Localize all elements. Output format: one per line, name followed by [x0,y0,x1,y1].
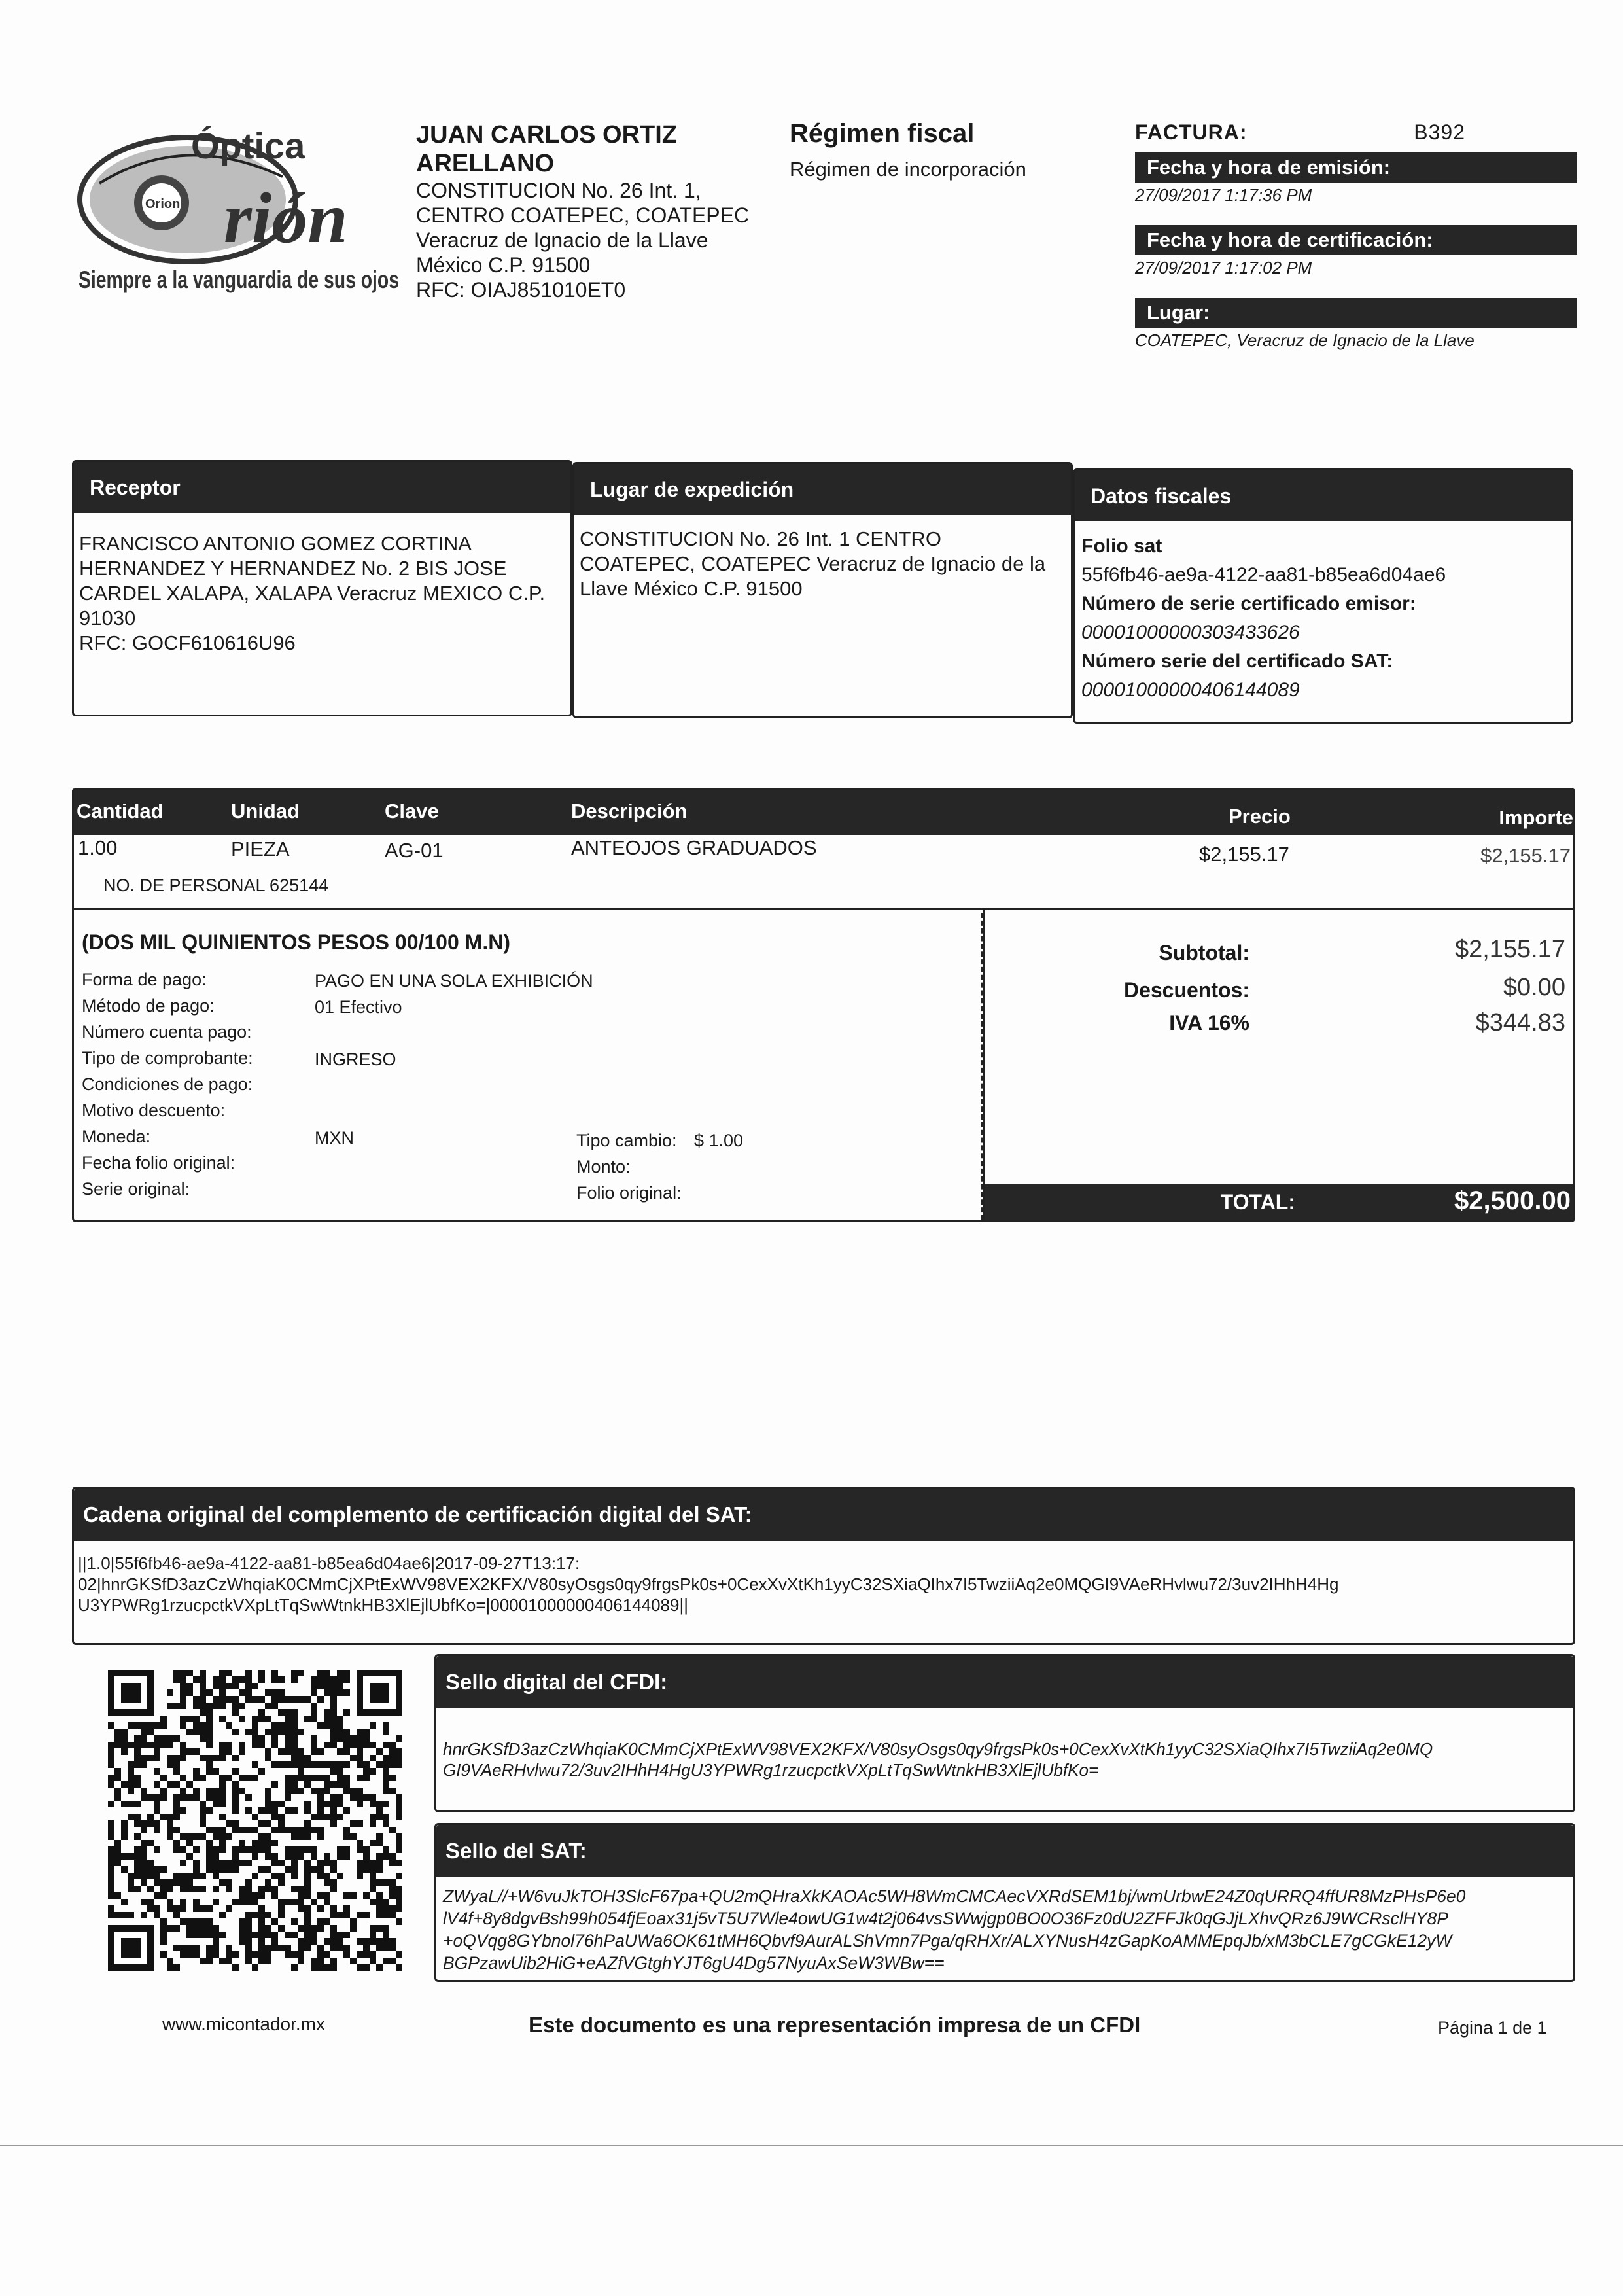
issuer-cert-value: 00001000000303433626 [1081,622,1300,643]
expedition-line: COATEPEC, COATEPEC Veracruz de Ignacio de la [580,552,1046,575]
expedition-panel [572,462,1073,718]
issuer-block [416,120,782,302]
issuer-address-line: CENTRO COATEPEC, COATEPEC [416,203,750,227]
emission-date-label: Fecha y hora de emisión: [1135,152,1577,183]
col-descripcion: Descripción [571,800,688,822]
metodo-pago-label: Método de pago: [82,996,215,1016]
certification-date-label: Fecha y hora de certificación: [1135,225,1577,255]
payment-summary-panel [72,910,985,1222]
receptor-rfc: RFC: GOCF610616U96 [79,631,296,654]
moneda-label: Moneda: [82,1127,151,1146]
sat-seal-line: +oQVqg8GYbnol76hPaUWa6OK61tMH6Qbvf9AurALShVmn7Pga/qRHXr/ALXYNusH4zGapKoAMMEpqJb/xM3bCLE7gCGkE12yW [443,1931,1452,1951]
regimen-block [790,119,1071,181]
iva-label: IVA 16% [1169,1011,1249,1034]
forma-pago-value: PAGO EN UNA SOLA EXHIBICIÓN [315,971,593,991]
issuer-name-line1: JUAN CARLOS ORTIZ [416,121,677,149]
cadena-original-panel [72,1487,1575,1645]
footer-page-number: Página 1 de 1 [1438,2018,1547,2038]
total-label: TOTAL: [1220,1190,1295,1214]
sat-seal-header: Sello del SAT: [436,1825,1573,1877]
invoice-number: B392 [1414,120,1465,144]
tipo-comprobante-label: Tipo de comprobante: [82,1048,253,1068]
place-label: Lugar: [1135,298,1577,328]
invoice-label: FACTURA: [1135,120,1248,144]
expedition-line: Llave México C.P. 91500 [580,577,803,600]
total-value: $2,500.00 [1454,1186,1571,1215]
tipo-cambio-value: $ 1.00 [694,1131,744,1150]
issuer-cert-label: Número de serie certificado emisor: [1081,593,1416,614]
sat-seal-panel [434,1823,1575,1982]
cadena-original-header: Cadena original del complemento de certificación digital del SAT: [74,1489,1573,1541]
certification-date-value: 27/09/2017 1:17:02 PM [1135,258,1312,277]
condiciones-label: Condiciones de pago: [82,1074,253,1094]
regimen-title: Régimen fiscal [790,119,975,148]
cfdi-seal-panel [434,1654,1575,1812]
expedition-line: CONSTITUCION No. 26 Int. 1 CENTRO [580,527,941,550]
cadena-original-line: U3YPWRg1rzucpctkVXpLtTqSwWtnkHB3XlEjlUbfKo=|00001000000406144089|| [78,1595,688,1615]
col-unidad: Unidad [231,800,300,822]
footer-website: www.micontador.mx [162,2014,325,2034]
descuentos-value: $0.00 [1503,974,1565,1001]
item-note: NO. DE PERSONAL 625144 [103,875,329,895]
descuentos-label: Descuentos: [1123,978,1249,1002]
cfdi-seal-header: Sello digital del CFDI: [436,1656,1573,1708]
place-value: COATEPEC, Veracruz de Ignacio de la Llave [1135,330,1475,350]
receptor-panel [72,460,572,716]
cadena-original-line: ||1.0|55f6fb46-ae9a-4122-aa81-b85ea6d04ae6|2017-09-27T13:17: [78,1553,580,1573]
summary-divider [981,913,984,1220]
numero-cuenta-label: Número cuenta pago: [82,1022,252,1042]
col-importe: Importe [1499,806,1573,829]
fiscal-data-header: Datos fiscales [1075,470,1571,521]
issuer-name-line2: ARELLANO [416,150,555,177]
logo-brand-main: rión [224,178,348,258]
sat-cert-value: 00001000000406144089 [1081,679,1300,701]
receptor-line: 91030 [79,607,136,629]
motivo-label: Motivo descuento: [82,1101,226,1120]
issuer-address-line: Veracruz de Ignacio de la Llave [416,228,708,252]
sat-cert-label: Número serie del certificado SAT: [1081,650,1393,672]
fiscal-data-panel [1073,468,1573,724]
monto-label: Monto: [576,1157,631,1176]
company-logo [73,111,404,308]
item-descripcion: ANTEOJOS GRADUADOS [571,836,817,859]
folio-original-label: Folio original: [576,1183,682,1203]
totals-panel [985,910,1575,1222]
receptor-line: HERNANDEZ Y HERNANDEZ No. 2 BIS JOSE [79,557,507,580]
serie-original-label: Serie original: [82,1179,190,1199]
col-cantidad: Cantidad [77,800,164,822]
issuer-rfc: RFC: OIAJ851010ET0 [416,278,626,302]
issuer-address-line: CONSTITUCION No. 26 Int. 1, [416,179,701,202]
invoice-info-block [1135,120,1577,351]
tipo-cambio-label: Tipo cambio: [576,1131,677,1150]
subtotal-value: $2,155.17 [1454,936,1565,963]
emission-date-value: 27/09/2017 1:17:36 PM [1135,185,1312,205]
item-precio: $2,155.17 [1199,843,1289,866]
fecha-folio-label: Fecha folio original: [82,1153,236,1173]
item-clave: AG-01 [385,839,444,862]
logo-brand-top: Óptica [191,125,305,166]
invoice-number-row [1135,120,1577,145]
folio-sat-value: 55f6fb46-ae9a-4122-aa81-b85ea6d04ae6 [1081,564,1446,586]
subtotal-label: Subtotal: [1159,941,1249,964]
amount-in-words: (DOS MIL QUINIENTOS PESOS 00/100 M.N) [82,930,510,954]
logo-badge: Orion [145,197,181,211]
logo-tagline: Siempre a la vanguardia de sus ojos [79,266,399,293]
receptor-line: FRANCISCO ANTONIO GOMEZ CORTINA [79,532,472,555]
col-clave: Clave [385,800,439,822]
expedition-header: Lugar de expedición [574,464,1071,515]
sat-seal-line: lV4f+8y8dgvBsh99h054fjEoax31j5vT5U7Wle4owUG1w4t2j064vsSWwjgp0BO0O36Fz0dU2ZFFJk0qGJjLXhvQRz6J9WCRsclHY8P [443,1909,1448,1928]
metodo-pago-value: 01 Efectivo [315,997,402,1017]
forma-pago-label: Forma de pago: [82,970,207,989]
cfdi-seal-line: hnrGKSfD3azCzWhqiaK0CMmCjXPtExWV98VEX2KFX/V80syOsgs0qy9frgsPk0s+0CexXvXtKh1yyC32SXiaQIhx7I5TwziiAq2e0MQ [443,1739,1433,1759]
sat-seal-line: BGPzawUib2HiG+eAZfVGtghYJT6gU4Dg57NyuAxSeW3WBw== [443,1953,945,1973]
footer-disclaimer: Este documento es una representación impresa de un CFDI [529,2013,1141,2037]
qr-code [108,1670,402,1971]
page-edge-line [0,2145,1623,2146]
item-importe: $2,155.17 [1480,844,1571,867]
item-cantidad: 1.00 [78,836,118,859]
receptor-line: CARDEL XALAPA, XALAPA Veracruz MEXICO C.P. [79,582,546,605]
iva-value: $344.83 [1475,1009,1565,1036]
col-precio: Precio [1229,805,1291,828]
sat-seal-line: ZWyaL//+W6vuJkTOH3SlcF67pa+QU2mQHraXkKAOAc5WH8WmCMCAecVXRdSEM1bj/wmUrbwE24Z0qURRQ4ffUR8MzPHsP6e0 [443,1886,1466,1906]
cfdi-seal-line: GI9VAeRHvlwu72/3uv2IHhH4HgU3YPWRg1rzucpctkVXpLtTqSwWtnkHB3XlEjlUbfKo= [443,1760,1099,1780]
items-table [72,788,1575,910]
cadena-original-line: 02|hnrGKSfD3azCzWhqiaK0CMmCjXPtExWV98VEX2KFX/V80syOsgs0qy9frgsPk0s+0CexXvXtKh1yyC32SXiaQIhx7I5TwziiAq2e0MQGI9VAeRHvlwu72/3uv2IHhH4Hg [78,1574,1339,1594]
receptor-header: Receptor [74,462,570,513]
total-bar [985,1184,1573,1220]
item-unidad: PIEZA [231,838,290,860]
regimen-value: Régimen de incorporación [790,158,1026,181]
folio-sat-label: Folio sat [1081,535,1162,557]
moneda-value: MXN [315,1128,354,1148]
issuer-address-line: México C.P. 91500 [416,253,591,277]
tipo-comprobante-value: INGRESO [315,1050,396,1069]
